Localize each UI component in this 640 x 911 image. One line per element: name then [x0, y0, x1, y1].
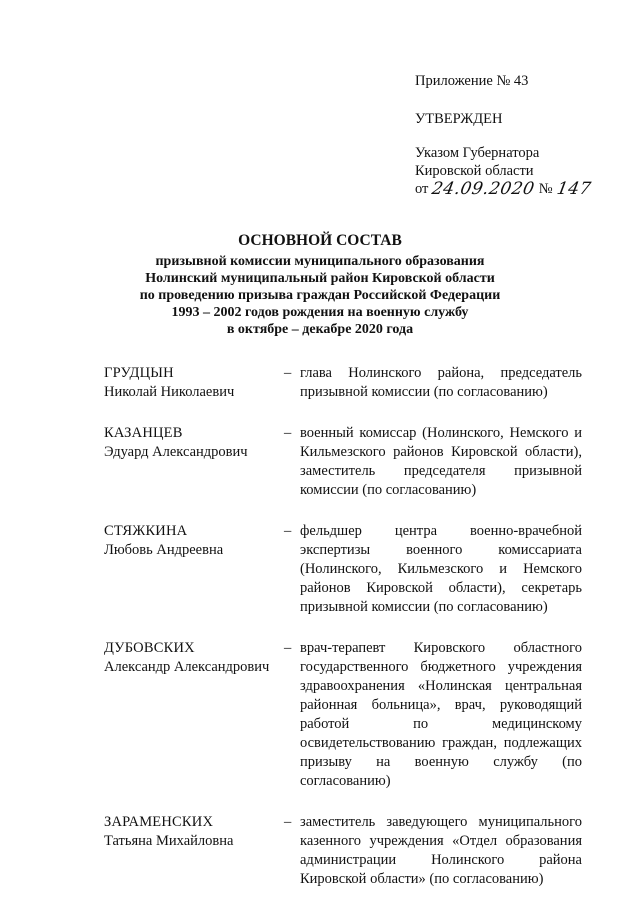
- member-given-name: Татьяна Михайловна: [104, 833, 234, 849]
- document-title: [130, 232, 510, 338]
- title-line-3: по проведению призыва граждан Российской Федерации: [139, 288, 501, 303]
- member-role: врач-терапевт Кировского областного государственного бюджетного учреждения здравоохранения «Нолинская центральная районная больница», врач, руководящий работой по медицинскому освидетельствованию граждан, подлежащих призыву на военную службу (по согласованию): [300, 640, 582, 789]
- member-dash: –: [284, 365, 292, 381]
- handwritten-date: 24.09.2020: [430, 179, 537, 199]
- member-surname: КАЗАНЦЕВ: [104, 425, 183, 441]
- decree-line-2: Кировской области: [415, 163, 534, 179]
- member-surname: ДУБОВСКИХ: [104, 640, 195, 656]
- member-given-name: Николай Николаевич: [104, 384, 235, 400]
- member-entry: [104, 522, 584, 617]
- appendix-number: Приложение № 43: [415, 73, 529, 89]
- member-entry: [104, 639, 584, 791]
- member-entry: [104, 364, 584, 402]
- member-given-name: Любовь Андреевна: [104, 542, 224, 558]
- title-line-1: призывной комиссии муниципального образования: [155, 254, 485, 269]
- from-label: от: [415, 181, 429, 197]
- member-dash: –: [284, 814, 292, 830]
- title-line-5: в октябре – декабре 2020 года: [226, 322, 414, 337]
- title-line-2: Нолинский муниципальный район Кировской области: [145, 271, 495, 286]
- title-line-4: 1993 – 2002 годов рождения на военную службу: [171, 305, 469, 320]
- member-given-name: Эдуард Александрович: [104, 444, 248, 460]
- member-role: фельдшер центра военно-врачебной экспертизы военного комиссариата (Нолинского, Кильмезского и Немского районов Кировской области), секретарь призывной комиссии (по согласованию): [300, 523, 582, 615]
- member-name: [104, 813, 284, 889]
- approval-header: [415, 72, 615, 198]
- member-name: [104, 639, 284, 791]
- member-role: заместитель заведующего муниципального казенного учреждения «Отдел образования администрации Нолинского района Кировской области» (по согласованию): [300, 814, 582, 887]
- member-name: [104, 522, 284, 617]
- member-entry: [104, 424, 584, 500]
- commission-members-list: [104, 364, 584, 911]
- main-title: ОСНОВНОЙ СОСТАВ: [238, 232, 402, 249]
- member-entry: [104, 813, 584, 889]
- approved-label: УТВЕРЖДЕН: [415, 111, 503, 127]
- member-role: глава Нолинского района, председатель призывной комиссии (по согласованию): [300, 365, 582, 400]
- decree-date-number: [415, 180, 615, 198]
- member-surname: ГРУДЦЫН: [104, 365, 174, 381]
- member-given-name: Александр Александрович: [104, 659, 270, 675]
- member-name: [104, 424, 284, 500]
- member-dash: –: [284, 640, 292, 656]
- member-surname: ЗАРАМЕНСКИХ: [104, 814, 214, 830]
- member-surname: СТЯЖКИНА: [104, 523, 188, 539]
- decree-line-1: Указом Губернатора: [415, 145, 540, 161]
- member-dash: –: [284, 425, 292, 441]
- member-name: [104, 364, 284, 402]
- member-role: военный комиссар (Нолинского, Немского и Кильмезского районов Кировской области), заместитель председателя призывной комиссии (по согласованию): [300, 425, 582, 498]
- member-dash: –: [284, 523, 292, 539]
- number-label: №: [538, 181, 553, 197]
- handwritten-number: 147: [554, 179, 593, 199]
